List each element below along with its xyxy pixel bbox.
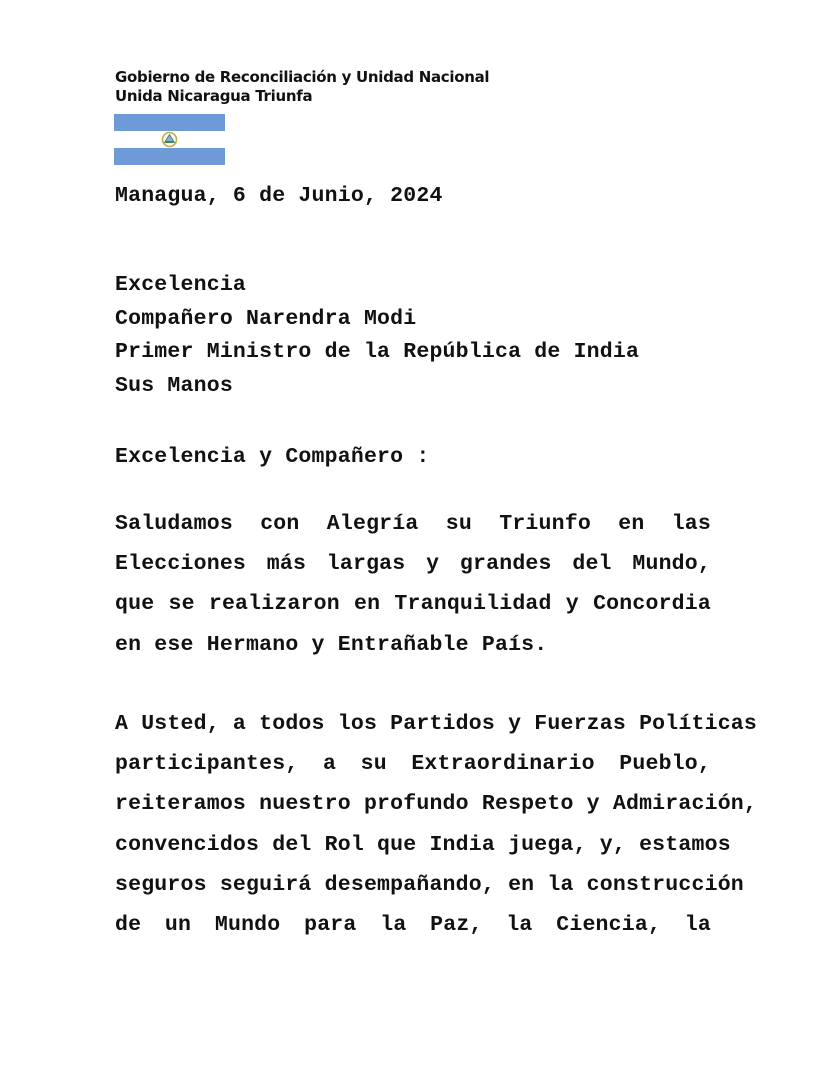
paragraph-line: de un Mundo para la Paz, la Ciencia, la: [115, 913, 711, 938]
recipient-delivery: Sus Manos: [115, 373, 233, 398]
recipient-name: Compañero Narendra Modi: [115, 306, 417, 331]
recipient-block: [115, 269, 711, 403]
paragraph-line: convencidos del Rol que India juega, y, estamos: [115, 832, 731, 857]
paragraph-line: en ese Hermano y Entrañable País.: [115, 632, 548, 657]
paragraph-line: Saludamos con Alegría su Triunfo en las: [115, 512, 711, 536]
letter-date: Managua, 6 de Junio, 2024: [115, 184, 443, 208]
paragraph-line: que se realizaron en Tranquilidad y Concordia: [115, 592, 711, 617]
paragraph-line: participantes, a su Extraordinario Pueblo,: [115, 752, 711, 777]
paragraph-congratulations: [115, 504, 711, 665]
paragraph-line: A Usted, a todos los Partidos y Fuerzas Políticas: [115, 712, 758, 736]
nicaragua-flag-icon: [114, 114, 225, 165]
salutation-text: Excelencia y Compañero :: [115, 445, 430, 469]
letterhead-government-name: Gobierno de Reconciliación y Unidad Nacional: [115, 68, 490, 86]
salutation: [115, 443, 711, 471]
paragraph-line: Elecciones más largas y grandes del Mundo,: [115, 552, 711, 577]
paragraph-line: seguros seguirá desempañando, en la construcción: [115, 872, 744, 897]
recipient-title: Primer Ministro de la República de India: [115, 340, 640, 364]
paragraph-respect: [115, 704, 758, 945]
letterhead-slogan: Unida Nicaragua Triunfa: [115, 87, 313, 105]
paragraph-line: reiteramos nuestro profundo Respeto y Admiración,: [115, 792, 758, 817]
recipient-honorific: Excelencia: [115, 273, 247, 297]
letterhead: [115, 68, 489, 106]
